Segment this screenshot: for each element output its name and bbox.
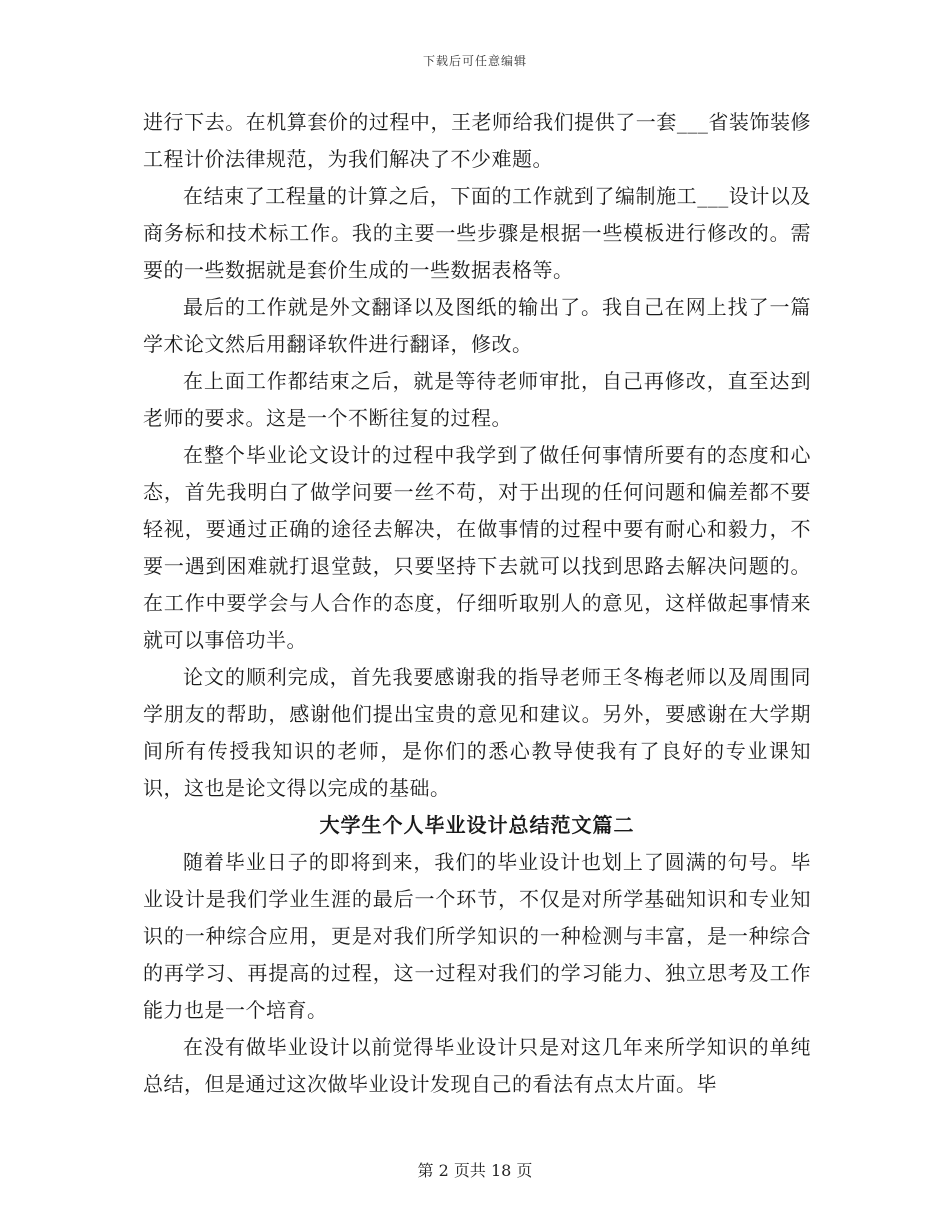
page-header: 下载后可任意编辑	[422, 54, 527, 68]
paragraph: 在没有做毕业设计以前觉得毕业设计只是对这几年来所学知识的单纯总结，但是通过这次做毕业设计发现自己的看法有点太片面。毕	[143, 1035, 811, 1096]
paragraph: 最后的工作就是外文翻译以及图纸的输出了。我自己在网上找了一篇学术论文然后用翻译软件进行翻译，修改。	[143, 295, 811, 356]
paragraph: 在整个毕业论文设计的过程中我学到了做任何事情所要有的态度和心态，首先我明白了做学问要一丝不苟，对于出现的任何问题和偏差都不要轻视，要通过正确的途径去解决，在做事情的过程中要有耐心和毅力，不要一遇到困难就打退堂鼓，只要坚持下去就可以找到思路去解决问题的。在工作中要学会与人合作的态度，仔细听取别人的意见，这样做起事情来就可以事倍功半。	[143, 443, 811, 652]
document-body	[143, 104, 811, 1103]
paragraph: 进行下去。在机算套价的过程中，王老师给我们提供了一套___省装饰装修工程计价法律规范，为我们解决了不少难题。	[143, 110, 811, 171]
section-title: 大学生个人毕业设计总结范文篇二	[319, 813, 635, 837]
paragraph: 论文的顺利完成，首先我要感谢我的指导老师王冬梅老师以及周围同学朋友的帮助，感谢他们提出宝贵的意见和建议。另外，要感谢在大学期间所有传授我知识的老师，是你们的悉心教导使我有了良好的专业课知识，这也是论文得以完成的基础。	[143, 665, 811, 800]
paragraph: 在结束了工程量的计算之后，下面的工作就到了编制施工___设计以及商务标和技术标工作。我的主要一些步骤是根据一些模板进行修改的。需要的一些数据就是套价生成的一些数据表格等。	[143, 184, 811, 282]
page-footer: 第 2 页共 18 页	[417, 1161, 533, 1180]
paragraph: 随着毕业日子的即将到来，我们的毕业设计也划上了圆满的句号。毕业设计是我们学业生涯的最后一个环节，不仅是对所学基础知识和专业知识的一种综合应用，更是对我们所学知识的一种检测与丰富，是一种综合的再学习、再提高的过程，这一过程对我们的学习能力、独立思考及工作能力也是一个培育。	[143, 850, 811, 1022]
paragraph: 在上面工作都结束之后，就是等待老师审批，自己再修改，直至达到老师的要求。这是一个不断往复的过程。	[143, 369, 811, 430]
